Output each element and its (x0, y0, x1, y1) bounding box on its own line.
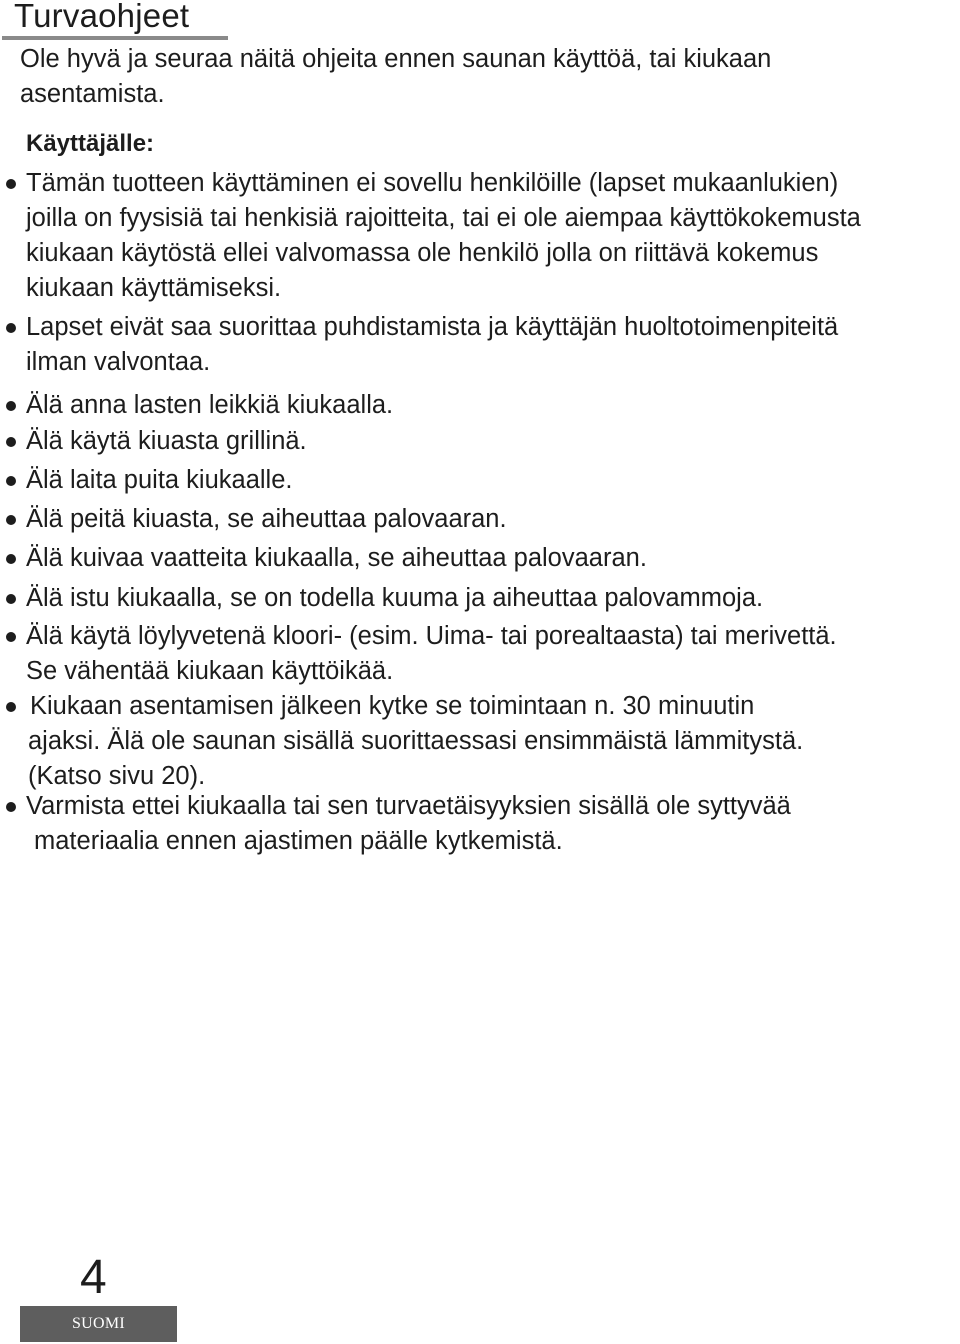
item-line: Älä laita puita kiukaalle. (26, 466, 293, 494)
safety-item (26, 388, 393, 423)
page-number: 4 (80, 1251, 107, 1304)
item-line: Älä käytä löylyvetenä kloori- (esim. Uima- tai porealtaasta) tai merivettä. (26, 622, 837, 650)
item-line: Älä anna lasten leikkiä kiukaalla. (26, 391, 394, 419)
safety-item (26, 166, 861, 306)
item-line: ilman valvontaa. (26, 348, 211, 376)
item-line: kiukaan käyttämiseksi. (26, 274, 282, 302)
item-line: Älä peitä kiuasta, se aiheuttaa palovaaran. (26, 505, 507, 533)
item-line: ajaksi. Älä ole saunan sisällä suorittaessasi ensimmäistä lämmitystä. (28, 727, 804, 755)
item-line: Se vähentää kiukaan käyttöikää. (26, 657, 394, 685)
item-line: kiukaan käytöstä ellei valvomassa ole henkilö jolla on riittävä kokemus (26, 239, 819, 267)
item-line: Älä istu kiukaalla, se on todella kuuma ja aiheuttaa palovammoja. (26, 584, 764, 612)
bullet-icon (6, 401, 16, 411)
bullet-icon (6, 802, 16, 812)
title-underline (2, 36, 228, 40)
item-line: Lapset eivät saa suorittaa puhdistamista ja käyttäjän huoltotoimenpiteitä (26, 313, 839, 341)
language-tab: SUOMI (20, 1306, 177, 1342)
bullet-icon (6, 632, 16, 642)
safety-item (26, 789, 791, 859)
safety-item (30, 689, 805, 794)
item-line: Älä kuivaa vaatteita kiukaalla, se aiheuttaa palovaaran. (26, 544, 647, 572)
user-section-heading: Käyttäjälle: (26, 130, 155, 157)
safety-item (26, 619, 837, 689)
safety-item (26, 424, 307, 459)
safety-item (26, 310, 838, 380)
item-line: (Katso sivu 20). (28, 762, 206, 790)
safety-item (26, 502, 507, 537)
item-line: Tämän tuotteen käyttäminen ei sovellu henkilöille (lapset mukaanlukien) (26, 169, 839, 197)
safety-item (26, 581, 763, 616)
bullet-icon (6, 323, 16, 333)
bullet-icon (6, 594, 16, 604)
bullet-icon (6, 437, 16, 447)
item-line: joilla on fyysisiä tai henkisiä rajoitteita, tai ei ole aiempaa käyttökokemusta (26, 204, 861, 232)
bullet-icon (6, 702, 16, 712)
safety-item (26, 463, 293, 498)
intro-paragraph: Ole hyvä ja seuraa näitä ohjeita ennen saunan käyttöä, tai kiukaan asentamista. (20, 45, 772, 108)
page-title: Turvaohjeet (14, 0, 190, 34)
item-line: Kiukaan asentamisen jälkeen kytke se toimintaan n. 30 minuutin (30, 692, 755, 720)
item-line: Varmista ettei kiukaalla tai sen turvaetäisyyksien sisällä ole syttyvää (26, 792, 791, 820)
bullet-icon (6, 179, 16, 189)
item-line: Älä käytä kiuasta grillinä. (26, 427, 307, 455)
item-line: materiaalia ennen ajastimen päälle kytkemistä. (34, 827, 563, 855)
bullet-icon (6, 515, 16, 525)
bullet-icon (6, 476, 16, 486)
bullet-icon (6, 554, 16, 564)
safety-item (26, 541, 647, 576)
